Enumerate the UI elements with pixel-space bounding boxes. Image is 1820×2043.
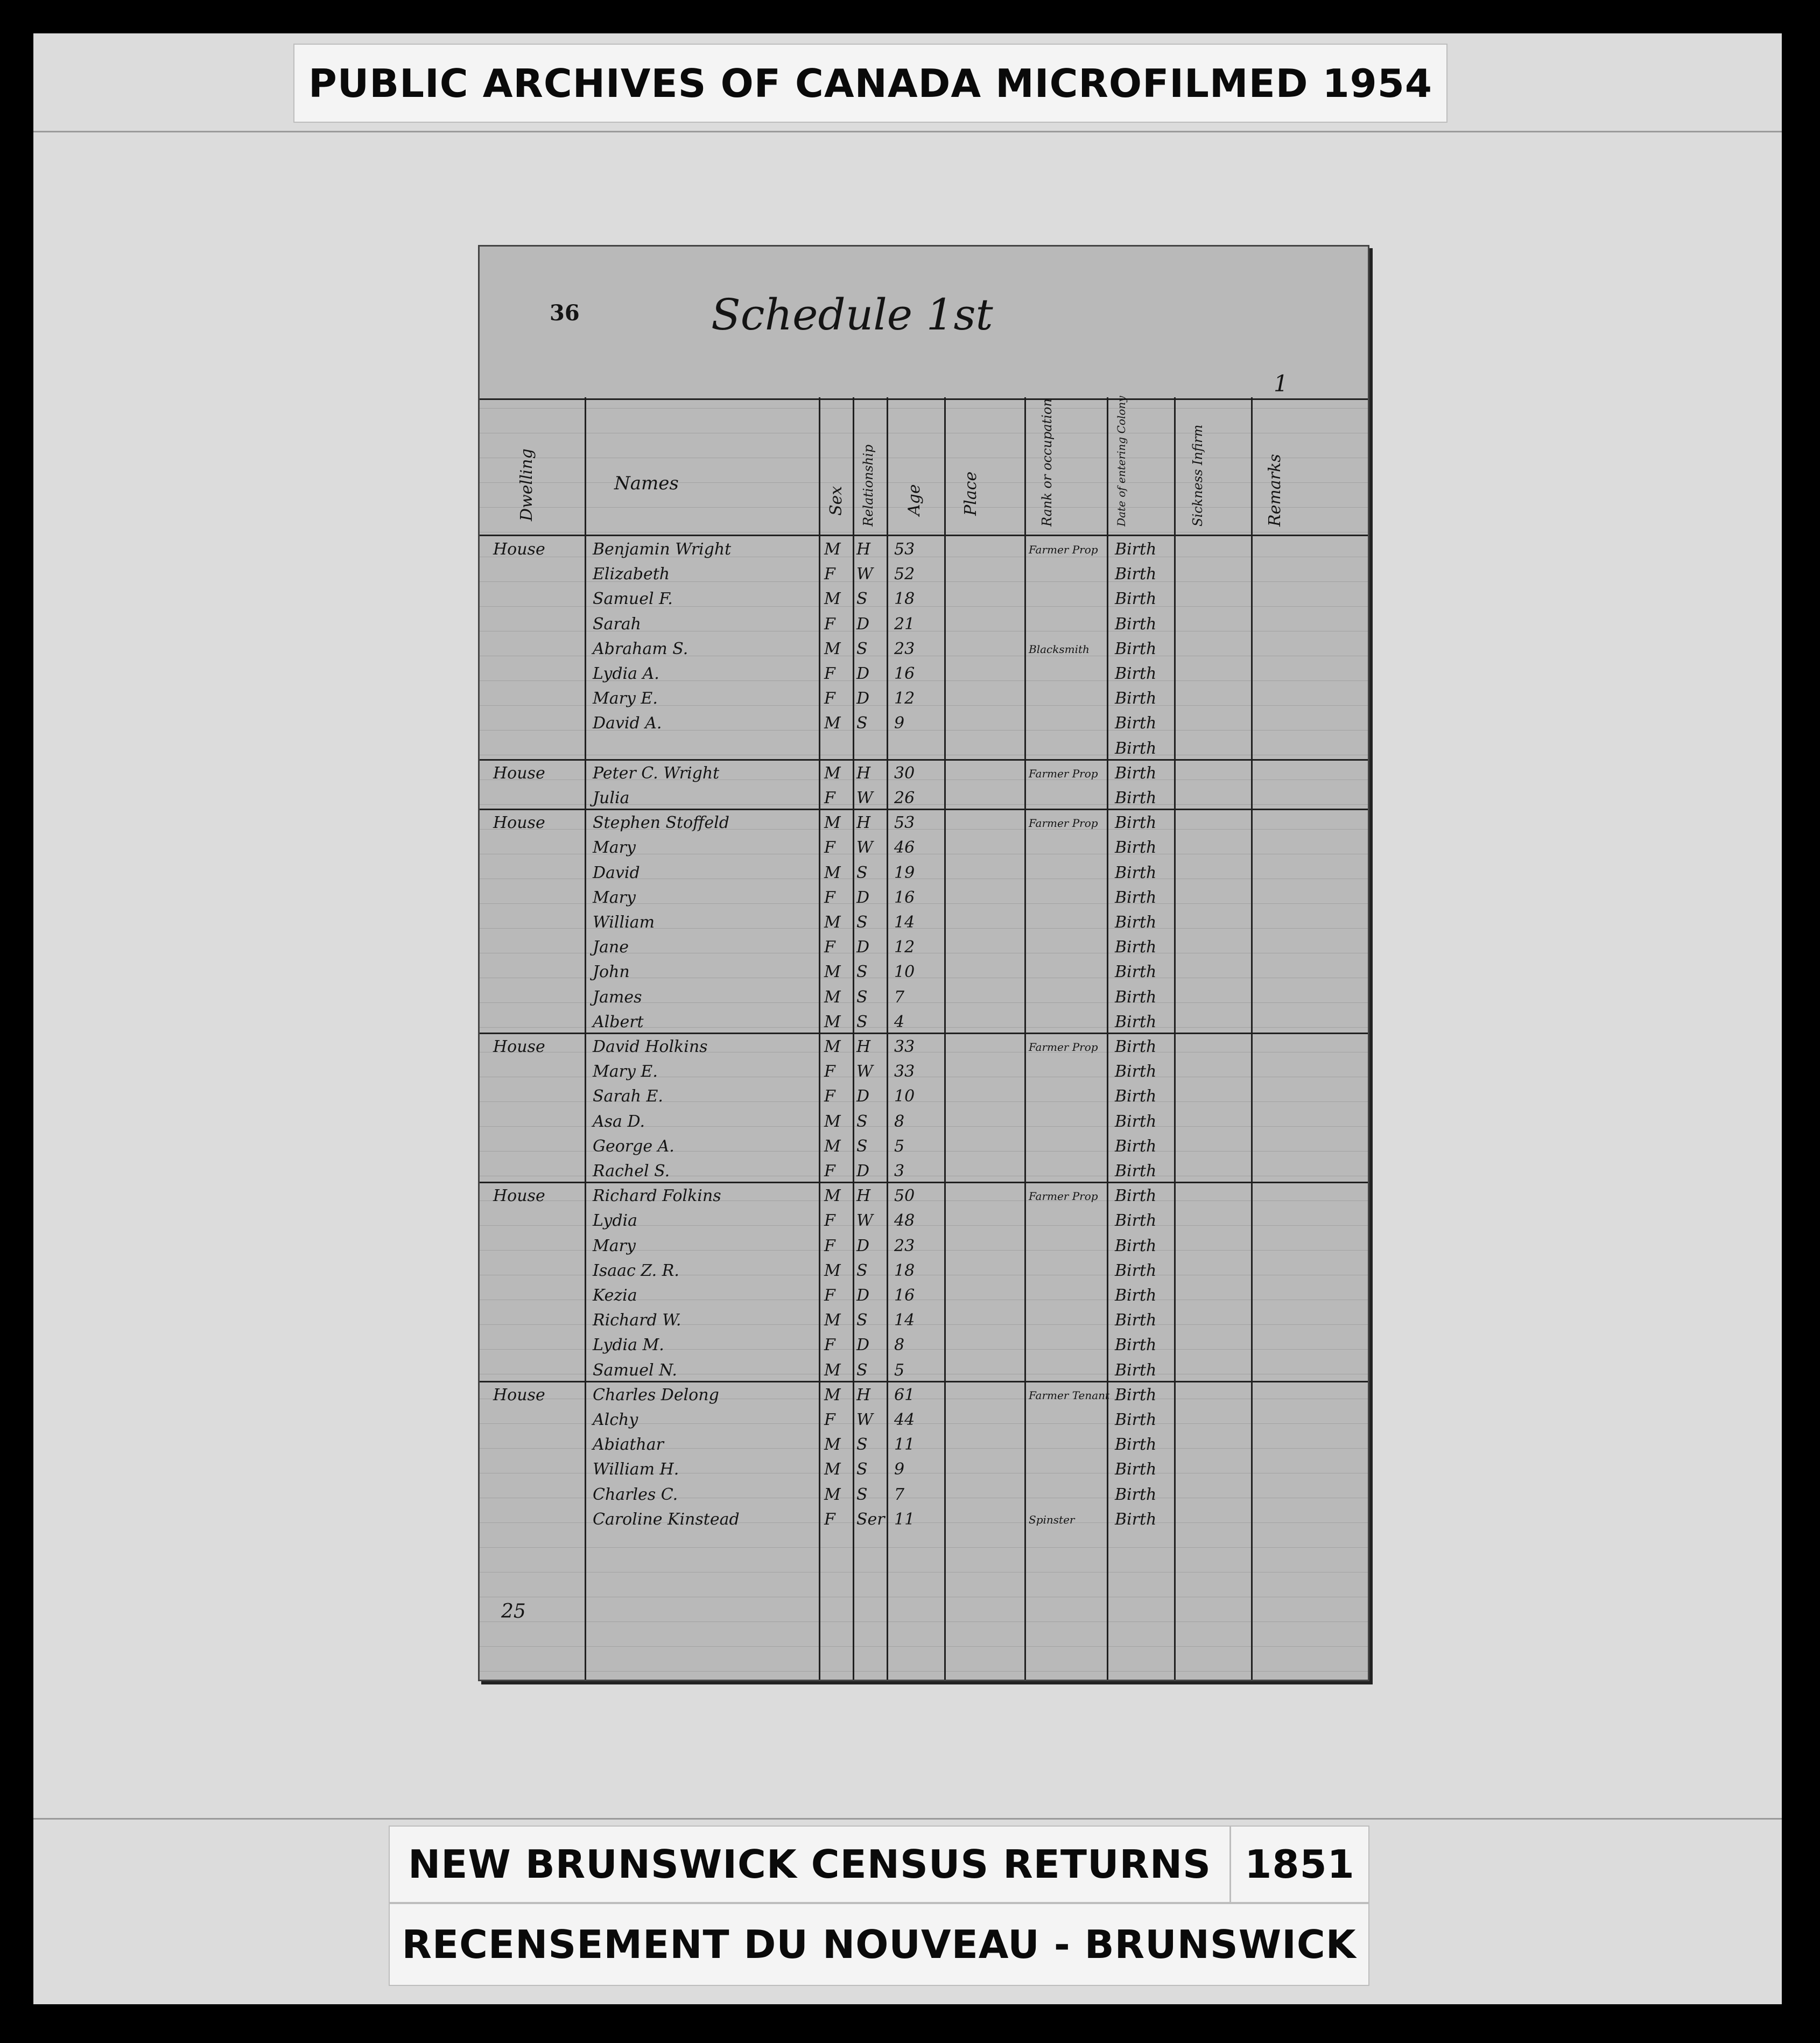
birth-cell: Birth: [1115, 1510, 1157, 1529]
name-cell: Benjamin Wright: [593, 540, 732, 559]
name-cell: George A.: [593, 1136, 674, 1156]
name-cell: Jane: [593, 938, 629, 957]
age-cell: 53: [894, 813, 915, 833]
relationship-cell: H: [856, 1385, 871, 1405]
name-cell: Peter C. Wright: [593, 763, 720, 783]
age-cell: 8: [894, 1336, 905, 1355]
age-cell: 4: [894, 1012, 905, 1031]
household-divider: [480, 1182, 1368, 1183]
relationship-cell: Ser: [856, 1510, 885, 1529]
sex-cell: M: [824, 763, 841, 783]
sex-cell: M: [824, 987, 841, 1007]
sex-cell: M: [824, 1485, 841, 1504]
relationship-cell: S: [856, 1435, 868, 1455]
relationship-cell: S: [856, 1360, 868, 1380]
sex-cell: M: [824, 1360, 841, 1380]
col-line-6: [1024, 397, 1026, 1680]
birth-cell: Birth: [1115, 1261, 1157, 1280]
birth-cell: Birth: [1115, 1286, 1157, 1305]
col-line-8: [1174, 397, 1176, 1680]
dwelling-cell: House: [493, 763, 545, 783]
header-date-entering: Date of entering Colony: [1115, 396, 1128, 526]
sex-cell: F: [824, 888, 835, 907]
sex-cell: M: [824, 1311, 841, 1330]
age-cell: 48: [894, 1211, 915, 1231]
age-cell: 14: [894, 1311, 915, 1330]
header-rank-occupation: Rank or occupation: [1039, 398, 1055, 526]
sex-cell: F: [824, 938, 835, 957]
age-cell: 7: [894, 987, 905, 1007]
age-cell: 3: [894, 1162, 905, 1181]
relationship-cell: D: [856, 938, 870, 957]
age-cell: 33: [894, 1062, 915, 1082]
relationship-cell: W: [856, 565, 873, 584]
archive-banner: PUBLIC ARCHIVES OF CANADA MICROFILMED 1954: [293, 44, 1447, 123]
mount-fold-top: [33, 131, 1782, 132]
sex-cell: M: [824, 863, 841, 882]
sex-cell: M: [824, 1435, 841, 1455]
name-cell: Samuel F.: [593, 589, 673, 609]
sex-cell: F: [824, 1211, 835, 1231]
relationship-cell: D: [856, 689, 870, 708]
col-line-2: [819, 397, 820, 1680]
birth-cell: Birth: [1115, 963, 1157, 982]
age-cell: 46: [894, 838, 915, 858]
sex-cell: M: [824, 540, 841, 559]
name-cell: Albert: [593, 1012, 644, 1031]
relationship-cell: S: [856, 863, 868, 882]
name-cell: William: [593, 913, 655, 932]
relationship-cell: S: [856, 1460, 868, 1479]
age-cell: 53: [894, 540, 915, 559]
header-relationship: Relationship: [861, 444, 876, 526]
birth-cell: Birth: [1115, 1485, 1157, 1504]
birth-cell: Birth: [1115, 938, 1157, 957]
sex-cell: M: [824, 963, 841, 982]
relationship-cell: S: [856, 1112, 868, 1131]
corner-mark: 1: [1274, 370, 1288, 397]
name-cell: Mary: [593, 838, 636, 858]
birth-cell: Birth: [1115, 739, 1157, 758]
sex-cell: M: [824, 714, 841, 733]
header-sex: Sex: [827, 486, 846, 516]
age-cell: 5: [894, 1360, 905, 1380]
sex-cell: F: [824, 1410, 835, 1429]
header-names: Names: [614, 473, 679, 494]
birth-cell: Birth: [1115, 888, 1157, 907]
occupation-cell: Farmer Tenant: [1029, 1388, 1110, 1402]
header-age: Age: [905, 484, 924, 516]
sex-cell: M: [824, 1112, 841, 1131]
occupation-cell: Farmer Prop: [1029, 543, 1098, 556]
name-cell: David: [593, 863, 640, 882]
col-line-5: [944, 397, 946, 1680]
age-cell: 18: [894, 589, 915, 609]
name-cell: Sarah E.: [593, 1087, 663, 1106]
census-title-banner: NEW BRUNSWICK CENSUS RETURNS: [389, 1826, 1231, 1903]
sex-cell: M: [824, 1385, 841, 1405]
relationship-cell: D: [856, 614, 870, 634]
age-cell: 33: [894, 1037, 915, 1056]
birth-cell: Birth: [1115, 540, 1157, 559]
age-cell: 16: [894, 664, 915, 683]
name-cell: Charles Delong: [593, 1385, 719, 1405]
sex-cell: M: [824, 1187, 841, 1206]
relationship-cell: S: [856, 1485, 868, 1504]
birth-cell: Birth: [1115, 1336, 1157, 1355]
name-cell: Kezia: [593, 1286, 637, 1305]
sex-cell: F: [824, 614, 835, 634]
relationship-cell: S: [856, 639, 868, 658]
relationship-cell: S: [856, 963, 868, 982]
name-cell: Caroline Kinstead: [593, 1510, 740, 1529]
sex-cell: F: [824, 1062, 835, 1082]
name-cell: Julia: [593, 789, 630, 808]
mount-fold-bottom: [33, 1818, 1782, 1820]
age-cell: 8: [894, 1112, 905, 1131]
birth-cell: Birth: [1115, 1460, 1157, 1479]
name-cell: Stephen Stoffeld: [593, 813, 729, 833]
name-cell: Mary E.: [593, 1062, 658, 1082]
relationship-cell: S: [856, 714, 868, 733]
age-cell: 16: [894, 888, 915, 907]
sex-cell: M: [824, 813, 841, 833]
dwelling-cell: House: [493, 1385, 545, 1405]
relationship-cell: H: [856, 540, 871, 559]
age-cell: 52: [894, 565, 915, 584]
birth-cell: Birth: [1115, 1385, 1157, 1405]
name-cell: Asa D.: [593, 1112, 645, 1131]
name-cell: Mary: [593, 1236, 636, 1255]
relationship-cell: D: [856, 664, 870, 683]
ruled-line: [480, 1646, 1368, 1647]
relationship-cell: D: [856, 1286, 870, 1305]
occupation-cell: Spinster: [1029, 1513, 1075, 1526]
birth-cell: Birth: [1115, 1087, 1157, 1106]
relationship-cell: S: [856, 1311, 868, 1330]
relationship-cell: W: [856, 838, 873, 858]
sex-cell: M: [824, 639, 841, 658]
header-remarks: Remarks: [1266, 454, 1284, 526]
age-cell: 12: [894, 938, 915, 957]
birth-cell: Birth: [1115, 639, 1157, 658]
birth-cell: Birth: [1115, 1236, 1157, 1255]
relationship-cell: D: [856, 888, 870, 907]
name-cell: James: [593, 987, 642, 1007]
occupation-cell: Farmer Prop: [1029, 817, 1098, 830]
header-top-line: [480, 398, 1368, 400]
name-cell: Mary: [593, 888, 636, 907]
birth-cell: Birth: [1115, 614, 1157, 634]
ruled-line: [480, 507, 1368, 508]
relationship-cell: D: [856, 1336, 870, 1355]
bottom-mark: 25: [501, 1600, 526, 1623]
ruled-line: [480, 482, 1368, 483]
sex-cell: F: [824, 1162, 835, 1181]
name-cell: William H.: [593, 1460, 679, 1479]
occupation-cell: Farmer Prop: [1029, 767, 1098, 780]
age-cell: 9: [894, 1460, 905, 1479]
schedule-title: Schedule 1st: [711, 290, 993, 340]
ruled-line: [480, 1671, 1368, 1672]
age-cell: 12: [894, 689, 915, 708]
birth-cell: Birth: [1115, 1410, 1157, 1429]
sex-cell: M: [824, 913, 841, 932]
occupation-cell: Farmer Prop: [1029, 1190, 1098, 1203]
birth-cell: Birth: [1115, 987, 1157, 1007]
birth-cell: Birth: [1115, 838, 1157, 858]
age-cell: 9: [894, 714, 905, 733]
relationship-cell: W: [856, 1211, 873, 1231]
age-cell: 14: [894, 913, 915, 932]
census-french-banner: RECENSEMENT DU NOUVEAU - BRUNSWICK: [389, 1903, 1369, 1986]
relationship-cell: S: [856, 1136, 868, 1156]
household-divider: [480, 759, 1368, 761]
birth-cell: Birth: [1115, 813, 1157, 833]
header-dwelling: Dwelling: [517, 448, 536, 521]
relationship-cell: W: [856, 1062, 873, 1082]
relationship-cell: H: [856, 813, 871, 833]
birth-cell: Birth: [1115, 664, 1157, 683]
relationship-cell: S: [856, 589, 868, 609]
age-cell: 10: [894, 1087, 915, 1106]
header-place: Place: [961, 471, 980, 516]
sex-cell: F: [824, 1336, 835, 1355]
col-line-9: [1251, 397, 1253, 1680]
age-cell: 5: [894, 1136, 905, 1156]
birth-cell: Birth: [1115, 1112, 1157, 1131]
name-cell: Elizabeth: [593, 565, 670, 584]
dwelling-cell: House: [493, 1187, 545, 1206]
age-cell: 23: [894, 639, 915, 658]
col-line-3: [853, 397, 854, 1680]
census-year-banner: 1851: [1230, 1826, 1369, 1903]
birth-cell: Birth: [1115, 913, 1157, 932]
sex-cell: F: [824, 1236, 835, 1255]
name-cell: Richard W.: [593, 1311, 681, 1330]
sex-cell: M: [824, 1012, 841, 1031]
age-cell: 44: [894, 1410, 915, 1429]
name-cell: Abraham S.: [593, 639, 688, 658]
birth-cell: Birth: [1115, 789, 1157, 808]
birth-cell: Birth: [1115, 689, 1157, 708]
sex-cell: F: [824, 838, 835, 858]
name-cell: David Holkins: [593, 1037, 708, 1056]
name-cell: Samuel N.: [593, 1360, 677, 1380]
relationship-cell: S: [856, 1261, 868, 1280]
age-cell: 19: [894, 863, 915, 882]
ruled-line: [480, 1621, 1368, 1622]
sex-cell: F: [824, 1087, 835, 1106]
sex-cell: F: [824, 1510, 835, 1529]
age-cell: 10: [894, 963, 915, 982]
relationship-cell: S: [856, 913, 868, 932]
birth-cell: Birth: [1115, 1187, 1157, 1206]
name-cell: Sarah: [593, 614, 641, 634]
relationship-cell: W: [856, 1410, 873, 1429]
birth-cell: Birth: [1115, 1062, 1157, 1082]
birth-cell: Birth: [1115, 714, 1157, 733]
age-cell: 50: [894, 1187, 915, 1206]
relationship-cell: H: [856, 1037, 871, 1056]
relationship-cell: D: [856, 1162, 870, 1181]
relationship-cell: D: [856, 1087, 870, 1106]
page-number: 36: [550, 300, 580, 326]
name-cell: Richard Folkins: [593, 1187, 721, 1206]
name-cell: David A.: [593, 714, 662, 733]
sex-cell: F: [824, 664, 835, 683]
birth-cell: Birth: [1115, 1012, 1157, 1031]
sex-cell: M: [824, 1136, 841, 1156]
col-line-1: [585, 397, 586, 1680]
name-cell: Isaac Z. R.: [593, 1261, 679, 1280]
name-cell: Rachel S.: [593, 1162, 670, 1181]
col-line-7: [1107, 397, 1108, 1680]
sex-cell: M: [824, 589, 841, 609]
birth-cell: Birth: [1115, 1136, 1157, 1156]
relationship-cell: W: [856, 789, 873, 808]
ruled-line: [480, 1547, 1368, 1548]
household-divider: [480, 1381, 1368, 1382]
ruled-line: [480, 408, 1368, 409]
relationship-cell: S: [856, 987, 868, 1007]
birth-cell: Birth: [1115, 1311, 1157, 1330]
age-cell: 30: [894, 763, 915, 783]
census-sheet: [478, 245, 1369, 1681]
birth-cell: Birth: [1115, 763, 1157, 783]
sex-cell: M: [824, 1261, 841, 1280]
name-cell: Alchy: [593, 1410, 638, 1429]
sex-cell: F: [824, 565, 835, 584]
birth-cell: Birth: [1115, 1435, 1157, 1455]
header-sickness: Sickness Infirm: [1190, 424, 1205, 526]
occupation-cell: Farmer Prop: [1029, 1041, 1098, 1054]
name-cell: John: [593, 963, 630, 982]
birth-cell: Birth: [1115, 565, 1157, 584]
relationship-cell: S: [856, 1012, 868, 1031]
relationship-cell: H: [856, 1187, 871, 1206]
birth-cell: Birth: [1115, 1211, 1157, 1231]
col-line-4: [887, 397, 888, 1680]
household-divider: [480, 809, 1368, 810]
birth-cell: Birth: [1115, 1162, 1157, 1181]
header-bottom-line: [480, 535, 1368, 536]
name-cell: Charles C.: [593, 1485, 678, 1504]
name-cell: Mary E.: [593, 689, 658, 708]
household-divider: [480, 1033, 1368, 1034]
sex-cell: M: [824, 1460, 841, 1479]
age-cell: 7: [894, 1485, 905, 1504]
dwelling-cell: House: [493, 1037, 545, 1056]
age-cell: 18: [894, 1261, 915, 1280]
birth-cell: Birth: [1115, 1037, 1157, 1056]
sex-cell: F: [824, 689, 835, 708]
birth-cell: Birth: [1115, 589, 1157, 609]
dwelling-cell: House: [493, 813, 545, 833]
relationship-cell: D: [856, 1236, 870, 1255]
age-cell: 16: [894, 1286, 915, 1305]
age-cell: 26: [894, 789, 915, 808]
sex-cell: M: [824, 1037, 841, 1056]
age-cell: 61: [894, 1385, 915, 1405]
sex-cell: F: [824, 1286, 835, 1305]
name-cell: Lydia A.: [593, 664, 659, 683]
age-cell: 11: [894, 1510, 915, 1529]
age-cell: 23: [894, 1236, 915, 1255]
name-cell: Lydia: [593, 1211, 638, 1231]
name-cell: Abiathar: [593, 1435, 664, 1455]
birth-cell: Birth: [1115, 1360, 1157, 1380]
relationship-cell: H: [856, 763, 871, 783]
birth-cell: Birth: [1115, 863, 1157, 882]
name-cell: Lydia M.: [593, 1336, 664, 1355]
age-cell: 21: [894, 614, 915, 634]
occupation-cell: Blacksmith: [1029, 642, 1090, 656]
dwelling-cell: House: [493, 540, 545, 559]
sex-cell: F: [824, 789, 835, 808]
age-cell: 11: [894, 1435, 915, 1455]
